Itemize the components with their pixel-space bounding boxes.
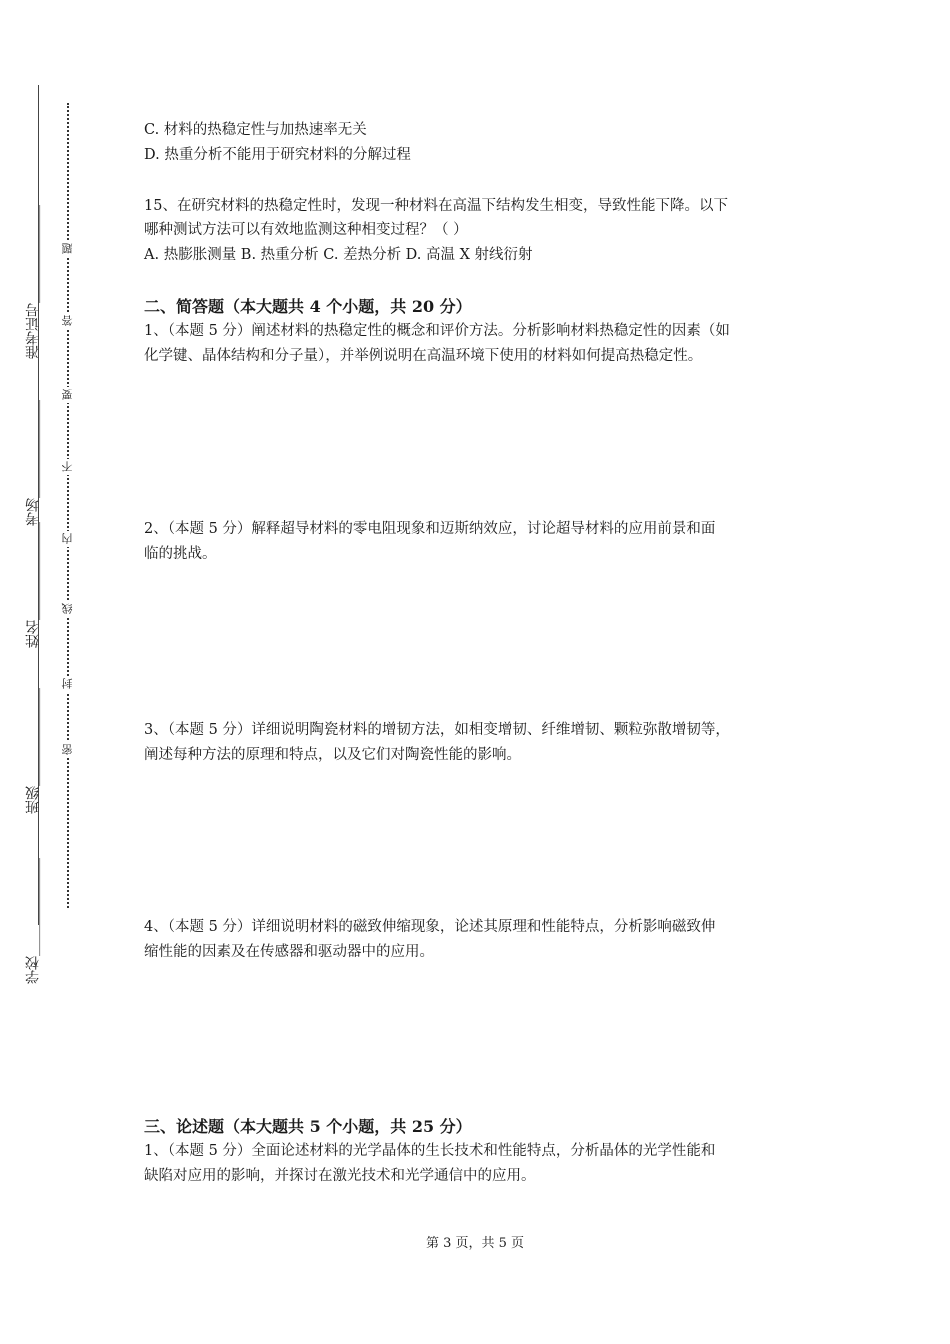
school-field-label: 学校______________ [25, 858, 41, 984]
s2-q2-line1: 2、（本题 5 分）解释超导材料的零电阻现象和迈斯纳效应，讨论超导材料的应用前景和面 [144, 521, 716, 537]
seal-char: 密 [60, 742, 76, 758]
seal-char: 线 [60, 601, 76, 617]
seal-char: 内 [60, 531, 76, 547]
exam-room-field-label: 考场______________ [25, 400, 41, 526]
s3-q1-line2: 缺陷对应用的影响，并探讨在激光技术和光学通信中的应用。 [144, 1168, 536, 1184]
page-number: 第 3 页，共 5 页 [425, 1236, 525, 1251]
s2-q1-line2: 化学键、晶体结构和分子量），并举例说明在高温环境下使用的材料如何提高热稳定性。 [144, 348, 703, 364]
s2-q2-line2: 临的挑战。 [144, 546, 217, 562]
q14-option-c: C. 材料的热稳定性与加热速率无关 [144, 122, 367, 138]
q14-option-d: D. 热重分析不能用于研究材料的分解过程 [144, 147, 411, 163]
q15-stem-line1: 15、在研究材料的热稳定性时，发现一种材料在高温下结构发生相变，导致性能下降。以下 [144, 198, 728, 214]
s2-q1-line1: 1、（本题 5 分）阐述材料的热稳定性的概念和评价方法。分析影响材料热稳定性的因素（如 [144, 323, 730, 339]
admission-number-field-label: 准考证号______________ [25, 205, 41, 359]
seal-char: 封 [60, 676, 76, 692]
s2-q3-line1: 3、（本题 5 分）详细说明陶瓷材料的增韧方法，如相变增韧、纤维增韧、颗粒弥散增韧等， [144, 722, 730, 738]
seal-char: 题 [60, 241, 76, 257]
name-field-label: 姓名______________ [25, 522, 41, 648]
q15-stem-line2: 哪种测试方法可以有效地监测这种相变过程？（ ） [144, 222, 468, 238]
seal-dotted-line [67, 103, 69, 908]
section2-heading: 二、简答题（本大题共 4 个小题，共 20 分） [144, 297, 472, 316]
s2-q4-line2: 缩性能的因素及在传感器和驱动器中的应用。 [144, 944, 434, 960]
s2-q4-line1: 4、（本题 5 分）详细说明材料的磁致伸缩现象，论述其原理和性能特点，分析影响磁致伸 [144, 919, 716, 935]
q15-options: A. 热膨胀测量 B. 热重分析 C. 差热分析 D. 高温 X 射线衍射 [144, 247, 533, 263]
section3-heading: 三、论述题（本大题共 5 个小题，共 25 分） [144, 1117, 472, 1136]
s2-q3-line2: 阐述每种方法的原理和特点，以及它们对陶瓷性能的影响。 [144, 747, 521, 763]
s3-q1-line1: 1、（本题 5 分）全面论述材料的光学晶体的生长技术和性能特点，分析晶体的光学性能和 [144, 1143, 716, 1159]
seal-char: 答 [60, 313, 76, 329]
class-field-label: 班级______________ [25, 688, 41, 814]
seal-char: 不 [60, 459, 76, 475]
seal-char: 要 [60, 387, 76, 403]
